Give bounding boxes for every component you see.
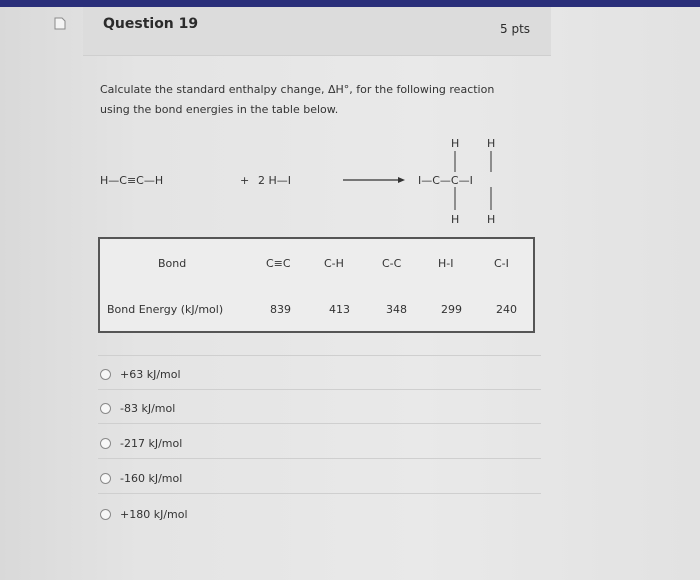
h-bottom-left: H bbox=[451, 213, 460, 226]
h-top-right: H bbox=[487, 137, 496, 150]
radio-button[interactable] bbox=[100, 509, 111, 520]
answer-label: +180 kJ/mol bbox=[120, 508, 188, 521]
energy-cc-triple: 839 bbox=[270, 303, 291, 316]
bond-header-ch: C-H bbox=[324, 257, 344, 270]
bond-header-hi: H-I bbox=[438, 257, 454, 270]
reaction-arrowhead bbox=[398, 177, 405, 183]
question-title: Question 19 bbox=[103, 16, 199, 32]
question-points: 5 pts bbox=[500, 22, 531, 36]
energy-row-label: Bond Energy (kJ/mol) bbox=[107, 303, 224, 316]
reactant-hi: 2 H—I bbox=[258, 174, 292, 187]
answer-label: +63 kJ/mol bbox=[120, 368, 181, 381]
energy-ci: 240 bbox=[496, 303, 517, 316]
bond-header-cc: C-C bbox=[382, 257, 402, 270]
energy-ch: 413 bbox=[329, 303, 350, 316]
radio-button[interactable] bbox=[100, 369, 111, 380]
energy-hi: 299 bbox=[441, 303, 462, 316]
answer-label: -83 kJ/mol bbox=[120, 402, 176, 415]
h-bottom-right: H bbox=[487, 213, 496, 226]
bond-energy-table bbox=[98, 237, 535, 333]
divider bbox=[98, 493, 541, 494]
top-bar bbox=[0, 0, 700, 7]
divider bbox=[98, 423, 541, 424]
radio-button[interactable] bbox=[100, 438, 111, 449]
radio-button[interactable] bbox=[100, 473, 111, 484]
question-prompt: Calculate the standard enthalpy change, ΔH°, for the following reaction using the bond energies in the table below. bbox=[100, 83, 495, 116]
flag-icon[interactable] bbox=[54, 17, 66, 30]
radio-button[interactable] bbox=[100, 403, 111, 414]
answer-label: -160 kJ/mol bbox=[120, 472, 183, 485]
answer-label: -217 kJ/mol bbox=[120, 437, 183, 450]
product-chain: I—C—C—I bbox=[418, 174, 473, 187]
energy-cc: 348 bbox=[386, 303, 407, 316]
divider bbox=[98, 458, 541, 459]
reactant-acetylene: H—C≡C—H bbox=[100, 174, 164, 187]
bond-header-ci: C-I bbox=[494, 257, 509, 270]
bond-header-label: Bond bbox=[158, 257, 187, 270]
reaction-diagram bbox=[100, 135, 550, 230]
bond-header-cc-triple: C≡C bbox=[266, 257, 291, 270]
divider bbox=[98, 355, 541, 356]
h-top-left: H bbox=[451, 137, 460, 150]
divider bbox=[98, 389, 541, 390]
plus-sign: + bbox=[240, 174, 250, 187]
